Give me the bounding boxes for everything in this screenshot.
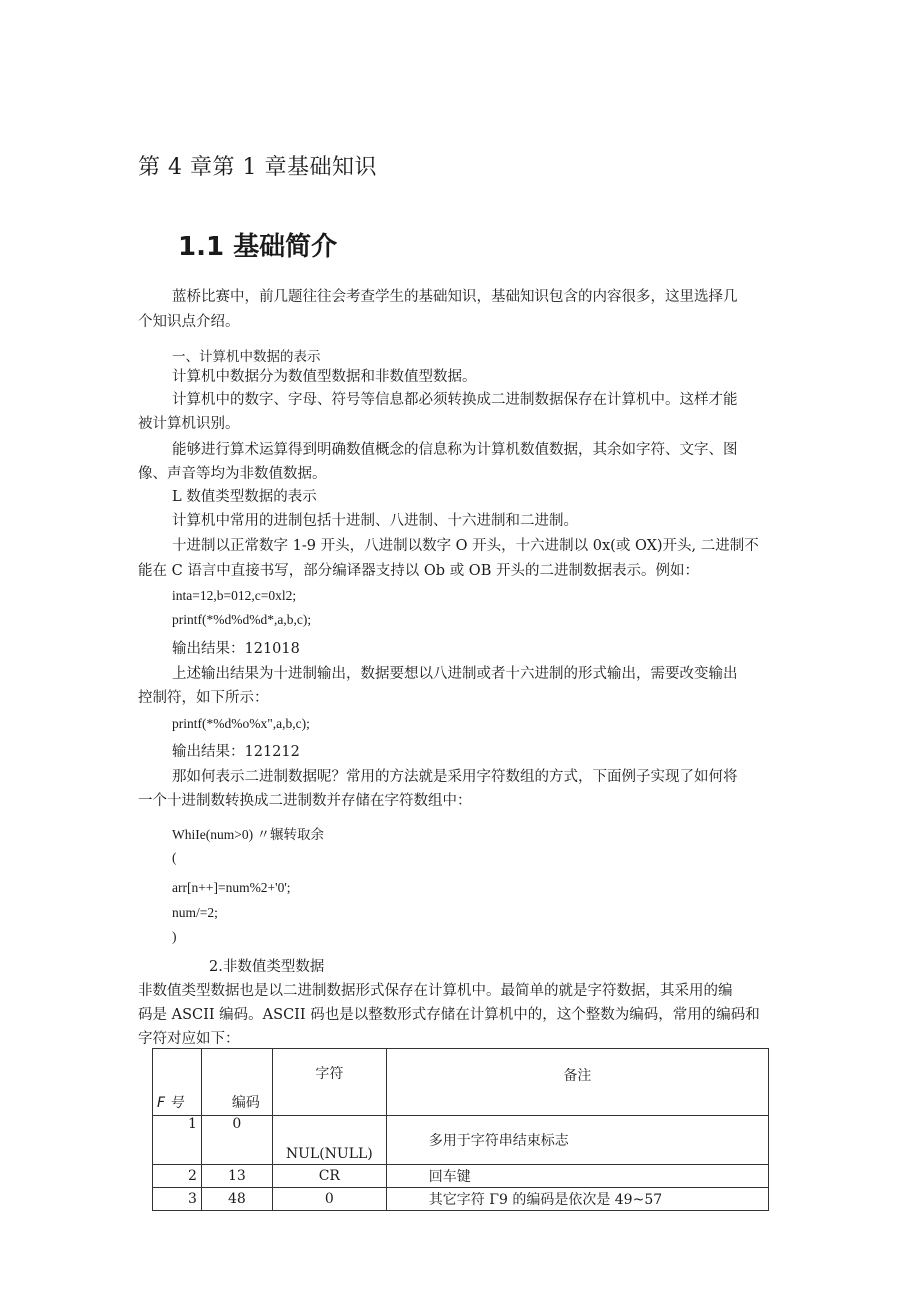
table-cell: 2 [153,1165,202,1188]
table-cell: 13 [201,1165,272,1188]
paragraph-line: 非数值类型数据也是以二进制数据形式保存在计算机中。最简单的就是字符数据，其采用的编 [138,983,733,999]
paragraph-line: 上述输出结果为十进制输出，数据要想以八进制或者十六进制的形式输出，需要改变输出 [172,666,738,682]
table-cell: 48 [201,1188,272,1211]
table-header: 备注 [386,1049,768,1116]
chapter-title: 第 4 章第 1 章基础知识 [138,155,377,180]
table-cell: 多用于字符串结束标志 [386,1116,768,1165]
code-line: arr[n++]=num%2+'0'; [172,880,291,895]
table-header: 字符 [272,1049,386,1116]
code-line: num/=2; [172,905,218,920]
table-header: 编码 [201,1049,272,1116]
subheading-non-numeric-data: 2.非数值类型数据 [209,959,325,975]
table-cell: 其它字符 Γ9 的编码是依次是 49~57 [386,1188,768,1211]
table-row [153,1116,769,1165]
paragraph-line: 控制符，如下所示： [138,690,269,706]
paragraph-line: 码是 ASCII 编码。ASCII 码也是以整数形式存储在计算机中的，这个整数为编码，常用的编码和 [138,1007,760,1023]
intro-line-2: 个知识点介绍。 [138,314,240,330]
paragraph-line: 能在 C 语言中直接书写，部分编译器支持以 Ob 或 OB 开头的二进制数据表示。例如： [138,563,699,579]
table-header: F 号 [153,1049,202,1116]
intro-line-1: 蓝桥比赛中，前几题往往会考查学生的基础知识，基础知识包含的内容很多，这里选择几 [172,289,738,305]
paragraph-line: 计算机中的数字、字母、符号等信息都必须转换成二进制数据保存在计算机中。这样才能 [172,392,738,408]
code-line: printf(*%d%d%d*,a,b,c); [172,612,312,627]
code-line: printf(*%d%o%x",a,b,c); [172,716,310,731]
code-line: inta=12,b=012,c=0xl2; [172,588,297,603]
table-cell: CR [272,1165,386,1188]
paragraph-line: 字符对应如下： [138,1031,240,1047]
table-cell: 1 [153,1116,202,1165]
table-cell: 0 [272,1188,386,1211]
table-header-row [153,1049,769,1116]
code-line: WhiIe(num>0) 〃辗转取余 [172,827,324,842]
table-row [153,1165,769,1188]
table-row [153,1188,769,1211]
output-result: 输出结果：121212 [172,744,300,760]
paragraph-line: 那如何表示二进制数据呢？常用的方法就是采用字符数组的方式，下面例子实现了如何将 [172,769,738,785]
code-line: ) [172,929,177,944]
subheading-data-representation: 一、计算机中数据的表示 [172,349,321,365]
paragraph-line: 被计算机识别。 [138,416,240,432]
paragraph-line: 一个十进制数转换成二进制数并存储在字符数组中： [138,793,472,809]
subheading-numeric-data: L 数值类型数据的表示 [172,489,317,505]
paragraph-line: 十进制以正常数字 1-9 开头，八进制以数字 O 开头，十六进制以 0x(或 OX)开头, 二进制不 [172,538,759,554]
paragraph-line: 像、声音等均为非数值数据。 [138,466,327,482]
code-line: ( [172,850,177,865]
table-cell: 3 [153,1188,202,1211]
table-cell: 0 [201,1116,272,1165]
paragraph: 计算机中常用的进制包括十进制、八进制、十六进制和二进制。 [172,513,578,529]
table-cell: NUL(NULL) [272,1116,386,1165]
paragraph-line: 能够进行算术运算得到明确数值概念的信息称为计算机数值数据，其余如字符、文字、图 [172,442,738,458]
ascii-table [152,1048,769,1211]
paragraph: 计算机中数据分为数值型数据和非数值型数据。 [172,369,477,385]
section-title: 1.1 基础简介 [178,232,338,262]
table-cell: 回车键 [386,1165,768,1188]
output-result: 输出结果：121018 [172,641,300,657]
